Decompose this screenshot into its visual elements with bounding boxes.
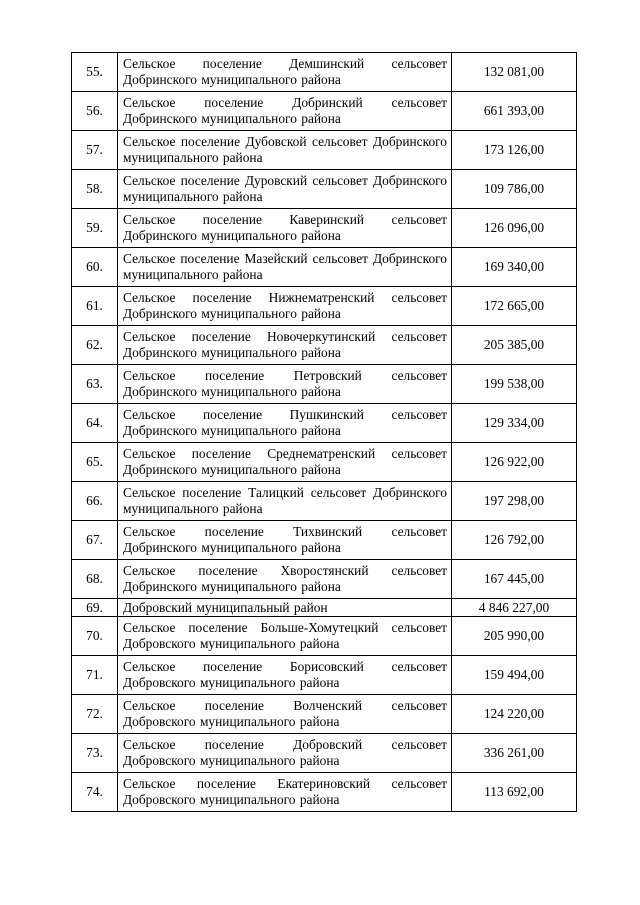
- table-row: [72, 482, 577, 521]
- amount: 205 385,00: [452, 326, 577, 365]
- table-row: [72, 656, 577, 695]
- table-row: [72, 209, 577, 248]
- row-number: 55.: [72, 53, 118, 92]
- amount: 126 792,00: [452, 521, 577, 560]
- row-number: 57.: [72, 131, 118, 170]
- municipality-name: Сельское поселение Демшинский сельсовет Добринского муниципального района: [118, 53, 452, 92]
- amount: 661 393,00: [452, 92, 577, 131]
- municipality-name: Сельское поселение Добровский сельсовет Добровского муниципального района: [118, 734, 452, 773]
- table-row: [72, 443, 577, 482]
- municipality-name: Сельское поселение Волченский сельсовет Добровского муниципального района: [118, 695, 452, 734]
- table-row: [72, 773, 577, 812]
- row-number: 69.: [72, 599, 118, 617]
- amount: 109 786,00: [452, 170, 577, 209]
- row-number: 62.: [72, 326, 118, 365]
- municipality-name: Сельское поселение Тихвинский сельсовет Добринского муниципального района: [118, 521, 452, 560]
- amount: 159 494,00: [452, 656, 577, 695]
- amount: 4 846 227,00: [452, 599, 577, 617]
- table-row: [72, 92, 577, 131]
- table-row: [72, 560, 577, 599]
- row-number: 56.: [72, 92, 118, 131]
- row-number: 65.: [72, 443, 118, 482]
- row-number: 59.: [72, 209, 118, 248]
- row-number: 73.: [72, 734, 118, 773]
- row-number: 74.: [72, 773, 118, 812]
- table-row: [72, 599, 577, 617]
- amount: 172 665,00: [452, 287, 577, 326]
- budget-table: [71, 52, 577, 812]
- municipality-name: Сельское поселение Талицкий сельсовет Добринского муниципального района: [118, 482, 452, 521]
- table-row: [72, 404, 577, 443]
- table-row: [72, 695, 577, 734]
- amount: 126 096,00: [452, 209, 577, 248]
- municipality-name: Сельское поселение Каверинский сельсовет Добринского муниципального района: [118, 209, 452, 248]
- table-row: [72, 53, 577, 92]
- amount: 169 340,00: [452, 248, 577, 287]
- row-number: 61.: [72, 287, 118, 326]
- row-number: 67.: [72, 521, 118, 560]
- amount: 173 126,00: [452, 131, 577, 170]
- row-number: 68.: [72, 560, 118, 599]
- table-row: [72, 170, 577, 209]
- amount: 132 081,00: [452, 53, 577, 92]
- municipality-name: Сельское поселение Больше-Хомутецкий сельсовет Добровского муниципального района: [118, 617, 452, 656]
- municipality-name: Сельское поселение Борисовский сельсовет Добровского муниципального района: [118, 656, 452, 695]
- table-row: [72, 617, 577, 656]
- municipality-name: Сельское поселение Екатериновский сельсовет Добровского муниципального района: [118, 773, 452, 812]
- municipality-name: Сельское поселение Среднематренский сельсовет Добринского муниципального района: [118, 443, 452, 482]
- table-row: [72, 326, 577, 365]
- amount: 124 220,00: [452, 695, 577, 734]
- amount: 167 445,00: [452, 560, 577, 599]
- amount: 126 922,00: [452, 443, 577, 482]
- municipality-name: Сельское поселение Нижнематренский сельсовет Добринского муниципального района: [118, 287, 452, 326]
- amount: 129 334,00: [452, 404, 577, 443]
- municipality-name: Сельское поселение Дубовской сельсовет Добринского муниципального района: [118, 131, 452, 170]
- table-row: [72, 365, 577, 404]
- row-number: 66.: [72, 482, 118, 521]
- row-number: 58.: [72, 170, 118, 209]
- municipality-name: Сельское поселение Дуровский сельсовет Добринского муниципального района: [118, 170, 452, 209]
- municipality-name: Сельское поселение Мазейский сельсовет Добринского муниципального района: [118, 248, 452, 287]
- table-row: [72, 734, 577, 773]
- row-number: 72.: [72, 695, 118, 734]
- table-row: [72, 521, 577, 560]
- row-number: 64.: [72, 404, 118, 443]
- amount: 197 298,00: [452, 482, 577, 521]
- table-row: [72, 248, 577, 287]
- municipality-name: Сельское поселение Петровский сельсовет Добринского муниципального района: [118, 365, 452, 404]
- municipality-name: Сельское поселение Новочеркутинский сельсовет Добринского муниципального района: [118, 326, 452, 365]
- row-number: 63.: [72, 365, 118, 404]
- row-number: 70.: [72, 617, 118, 656]
- amount: 199 538,00: [452, 365, 577, 404]
- row-number: 71.: [72, 656, 118, 695]
- municipality-name: Сельское поселение Хворостянский сельсовет Добринского муниципального района: [118, 560, 452, 599]
- row-number: 60.: [72, 248, 118, 287]
- municipality-name: Сельское поселение Пушкинский сельсовет Добринского муниципального района: [118, 404, 452, 443]
- table-body: [72, 53, 577, 812]
- table-row: [72, 287, 577, 326]
- municipality-name: Сельское поселение Добринский сельсовет Добринского муниципального района: [118, 92, 452, 131]
- table-row: [72, 131, 577, 170]
- municipality-name: Добровский муниципальный район: [118, 599, 452, 617]
- amount: 113 692,00: [452, 773, 577, 812]
- amount: 336 261,00: [452, 734, 577, 773]
- amount: 205 990,00: [452, 617, 577, 656]
